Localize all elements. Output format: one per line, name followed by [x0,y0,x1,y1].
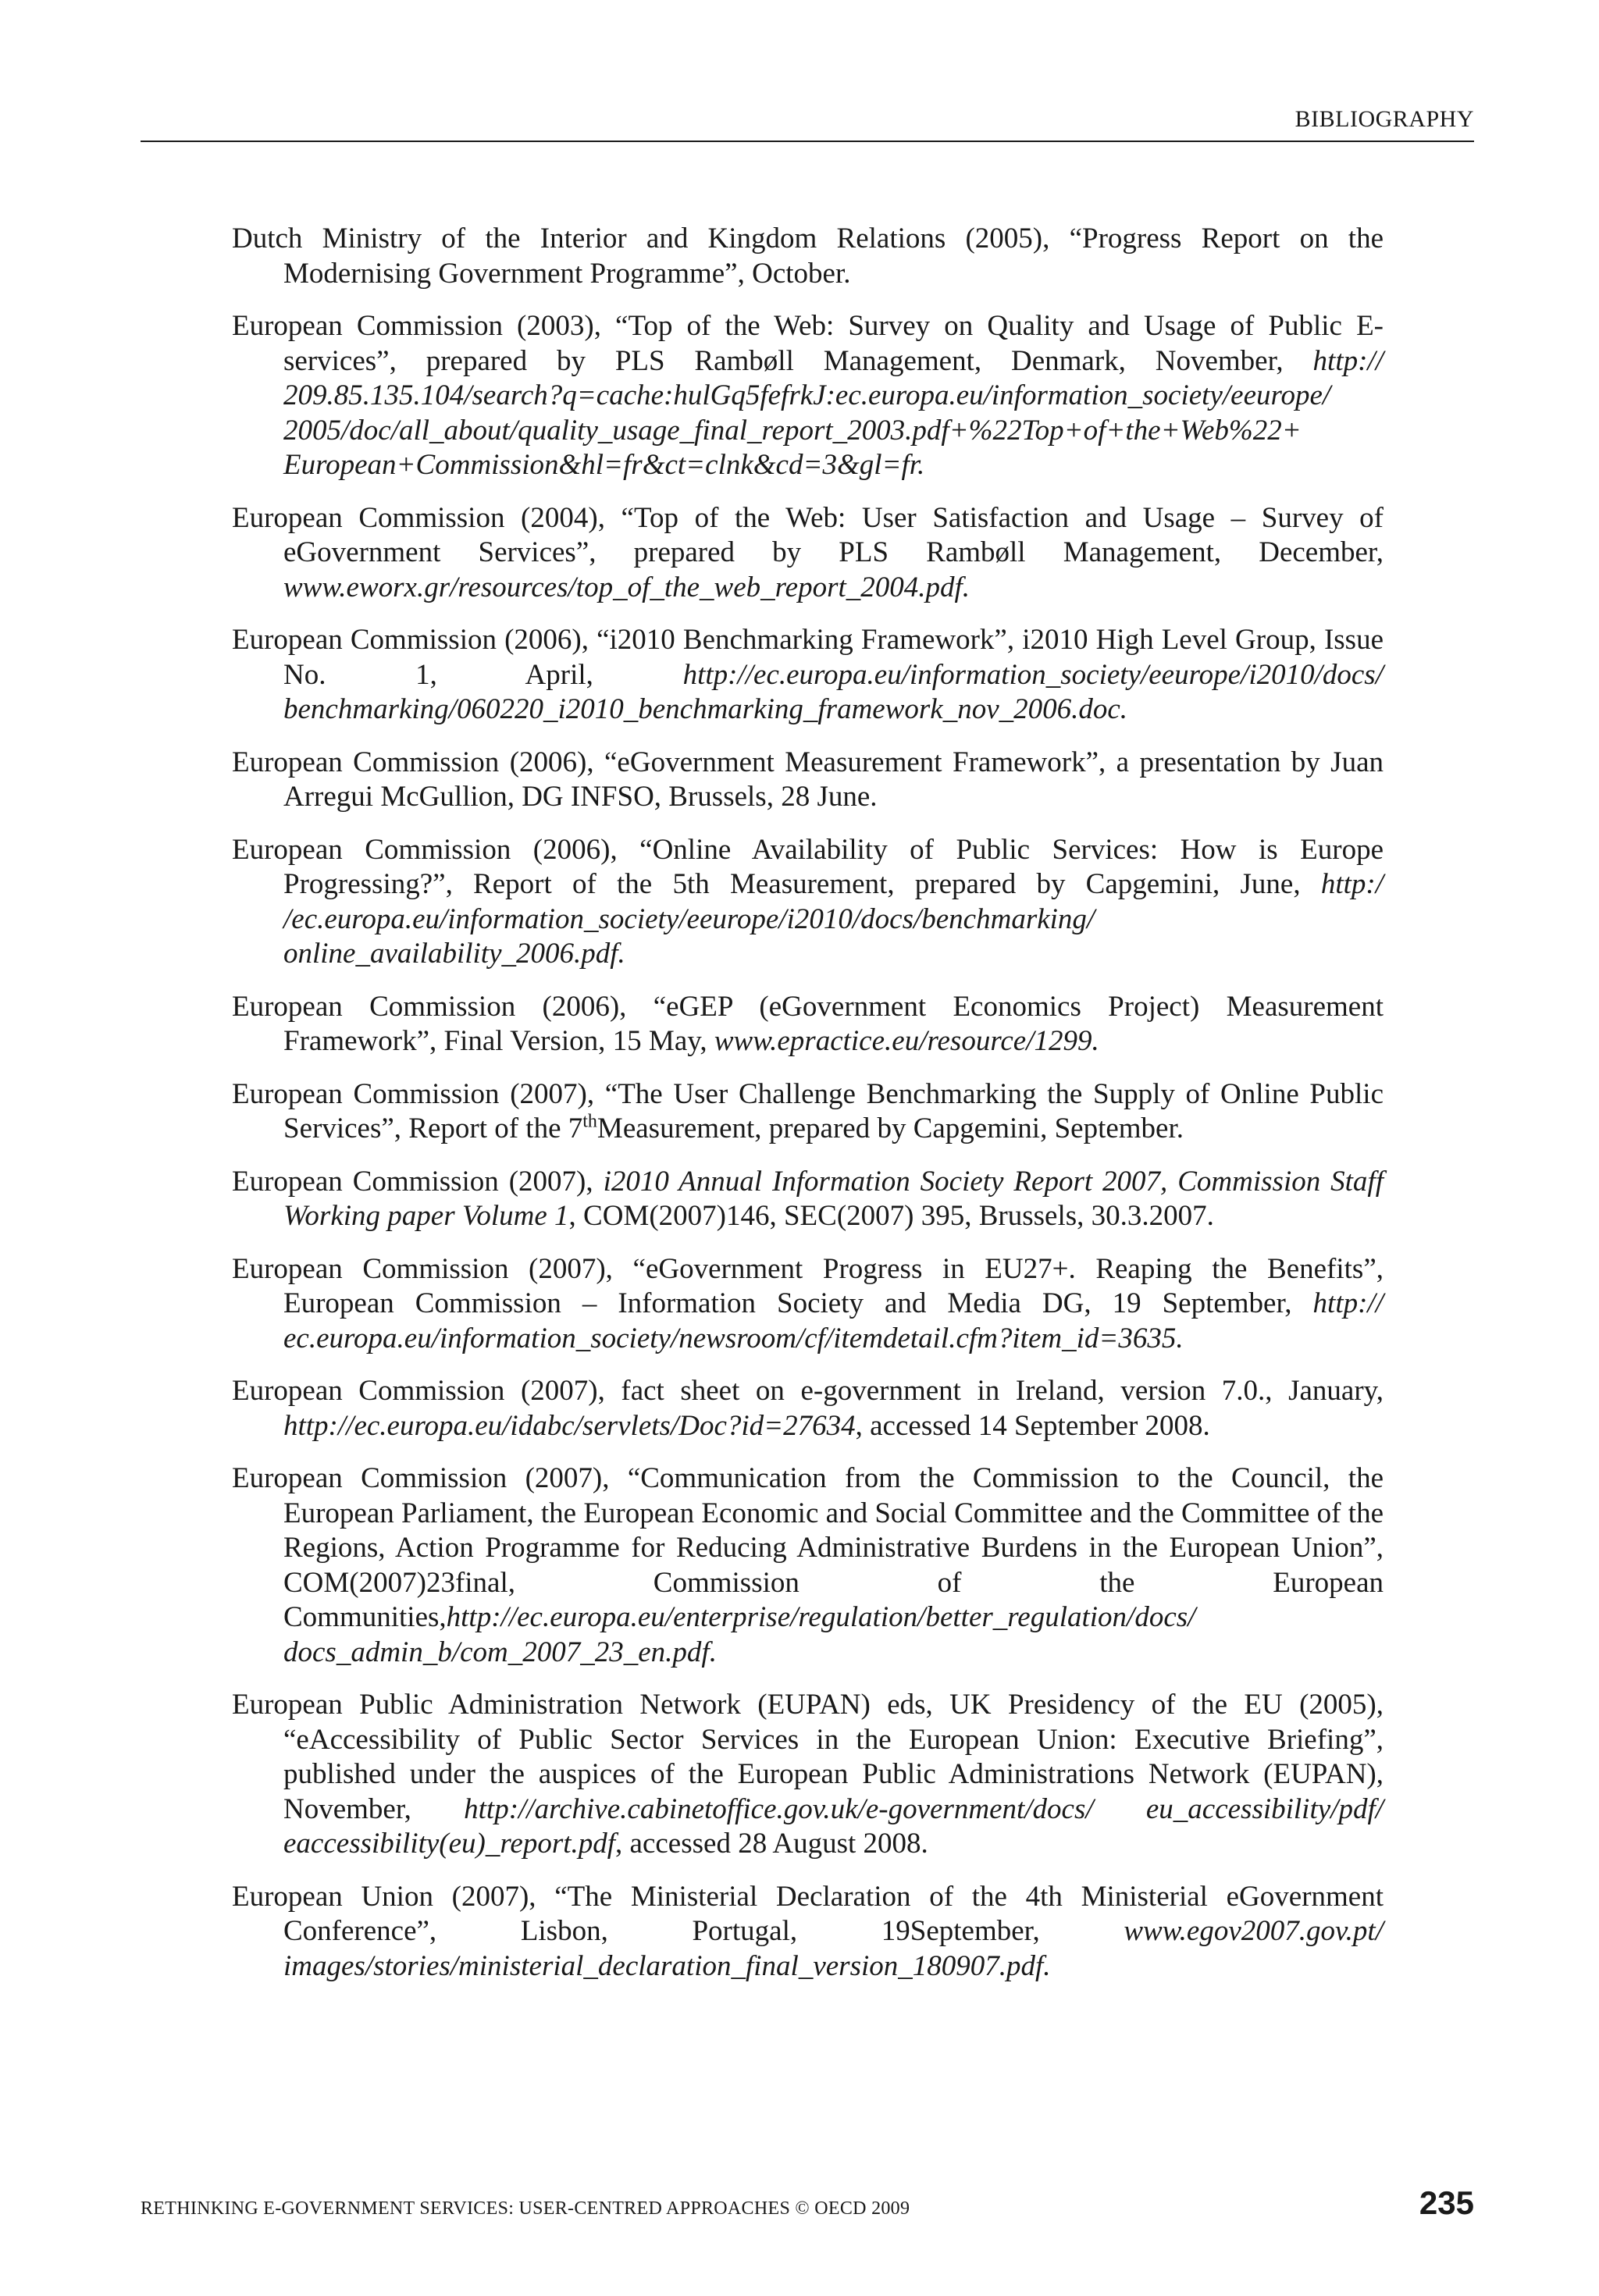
entry-text: European Commission (2007), “Communication from the Commission to the Council, the European Parliament, the European Economic and Social Committee and the Committee of the Regions, Action Programme for Reducing Administrative Burdens in the European Union”, COM(2007)23final, Commission of the European Communities, [232,1462,1384,1633]
page-number: 235 [1419,2184,1474,2221]
bibliography-entry [232,1461,1384,1670]
entry-url-link[interactable]: http://ec.europa.eu/information_society/eeurope/i2010/docs/ benchmarking/060220_i2010_benchmarking_framework_nov_2006.doc. [283,658,1384,725]
entry-text: European Commission (2007), fact sheet on e-government in Ireland, version 7.0., January, [232,1375,1384,1407]
bibliography-entry [232,623,1384,728]
bibliography-list [232,222,1384,2002]
entry-url-link[interactable]: www.egov2007.gov.pt/ images/stories/ministerial_declaration_final_version_180907.pdf. [283,1915,1384,1982]
entry-text: European Union (2007), “The Ministerial Declaration of the 4th Ministerial eGovernment Conference”, Lisbon, Portugal, 19September, [232,1880,1384,1947]
footer-publication-line: RETHINKING E-GOVERNMENT SERVICES: USER-CENTRED APPROACHES © OECD 2009 [141,2198,910,2219]
entry-text: European Commission (2006), “i2010 Benchmarking Framework”, i2010 High Level Group, Issue No. 1, April, [232,624,1384,691]
bibliography-entry [232,501,1384,606]
entry-text: European Commission (2003), “Top of the Web: Survey on Quality and Usage of Public E-services”, prepared by PLS Rambøll Management, Denmark, November, [232,310,1384,377]
bibliography-entry [232,1252,1384,1357]
bibliography-entry [232,309,1384,483]
entry-url-link[interactable]: www.eworx.gr/resources/top_of_the_web_report_2004.pdf. [283,571,970,603]
entry-url-link[interactable]: http://ec.europa.eu/enterprise/regulation/better_regulation/docs/ docs_admin_b/com_2007_23_en.pdf. [283,1601,1196,1668]
entry-text: Dutch Ministry of the Interior and Kingdom Relations (2005), “Progress Report on the Modernising Government Programme”, October. [232,222,1384,290]
entry-text-continued: Measurement, prepared by Capgemini, September. [597,1112,1184,1144]
bibliography-entry [232,1165,1384,1234]
bibliography-entry [232,1077,1384,1147]
running-head-title: BIBLIOGRAPHY [1295,106,1474,132]
entry-text: European Commission (2006), “Online Availability of Public Services: How is Europe Progressing?”, Report of the 5th Measurement, prepared by Capgemini, June, [232,833,1384,900]
entry-text: European Commission (2006), “eGovernment Measurement Framework”, a presentation by Juan Arregui McGullion, DG INFSO, Brussels, 28 June. [232,746,1384,813]
entry-text-continued: , accessed 14 September 2008. [855,1409,1210,1442]
entry-url-link[interactable]: http://ec.europa.eu/idabc/servlets/Doc?id=27634 [283,1409,856,1442]
entry-text-continued: , COM(2007)146, SEC(2007) 395, Brussels, 30.3.2007. [568,1200,1214,1232]
entry-url-link[interactable]: www.epractice.eu/resource/1299. [714,1025,1099,1057]
bibliography-entry [232,1374,1384,1443]
bibliography-entry [232,746,1384,815]
entry-text-continued: , accessed 28 August 2008. [615,1828,928,1860]
entry-text: European Commission (2007), [232,1165,604,1198]
bibliography-entry [232,222,1384,291]
entry-text: European Commission (2006), “eGEP (eGovernment Economics Project) Measurement Framework”, Final Version, 15 May, [232,990,1384,1057]
header-rule [141,141,1474,142]
entry-text: European Commission (2007), “The User Challenge Benchmarking the Supply of Online Public Services”, Report of the 7 [232,1077,1384,1144]
bibliography-entry [232,833,1384,972]
ordinal-superscript: th [582,1111,597,1132]
entry-url-link[interactable]: http:// 209.85.135.104/search?q=cache:hulGq5fefrkJ:ec.europa.eu/information_society/eeurope/ 2005/doc/all_about/quality_usage_final_report_2003.pdf+%22Top+of+the+Web%22+ European+Commission&hl=fr&ct=clnk&cd=3&gl=fr. [283,344,1384,481]
entry-text: European Public Administration Network (EUPAN) eds, UK Presidency of the EU (2005), “eAccessibility of Public Sector Services in the European Union: Executive Briefing”, published under the auspices of the European Public Administrations Network (EUPAN), November, [232,1689,1384,1825]
bibliography-entry [232,990,1384,1059]
entry-url-link[interactable]: http://archive.cabinetoffice.gov.uk/e-government/docs/ eu_accessibility/pdf/ eaccessibility(eu)_report.pdf [283,1792,1384,1860]
entry-url-link[interactable]: http:// ec.europa.eu/information_society/newsroom/cf/itemdetail.cfm?item_id=3635. [283,1287,1384,1354]
bibliography-entry [232,1880,1384,1985]
entry-text: European Commission (2004), “Top of the Web: User Satisfaction and Usage – Survey of eGovernment Services”, prepared by PLS Rambøll Management, December, [232,501,1384,568]
entry-text: European Commission (2007), “eGovernment Progress in EU27+. Reaping the Benefits”, European Commission – Information Society and Media DG, 19 September, [232,1252,1384,1319]
bibliography-entry [232,1688,1384,1862]
entry-italic-title: i2010 Annual Information Society Report 2007, Commission Staff Working paper Volume 1 [283,1165,1384,1232]
entry-url-link[interactable]: http:/ /ec.europa.eu/information_society/eeurope/i2010/docs/benchmarking/ online_availability_2006.pdf. [283,868,1384,970]
